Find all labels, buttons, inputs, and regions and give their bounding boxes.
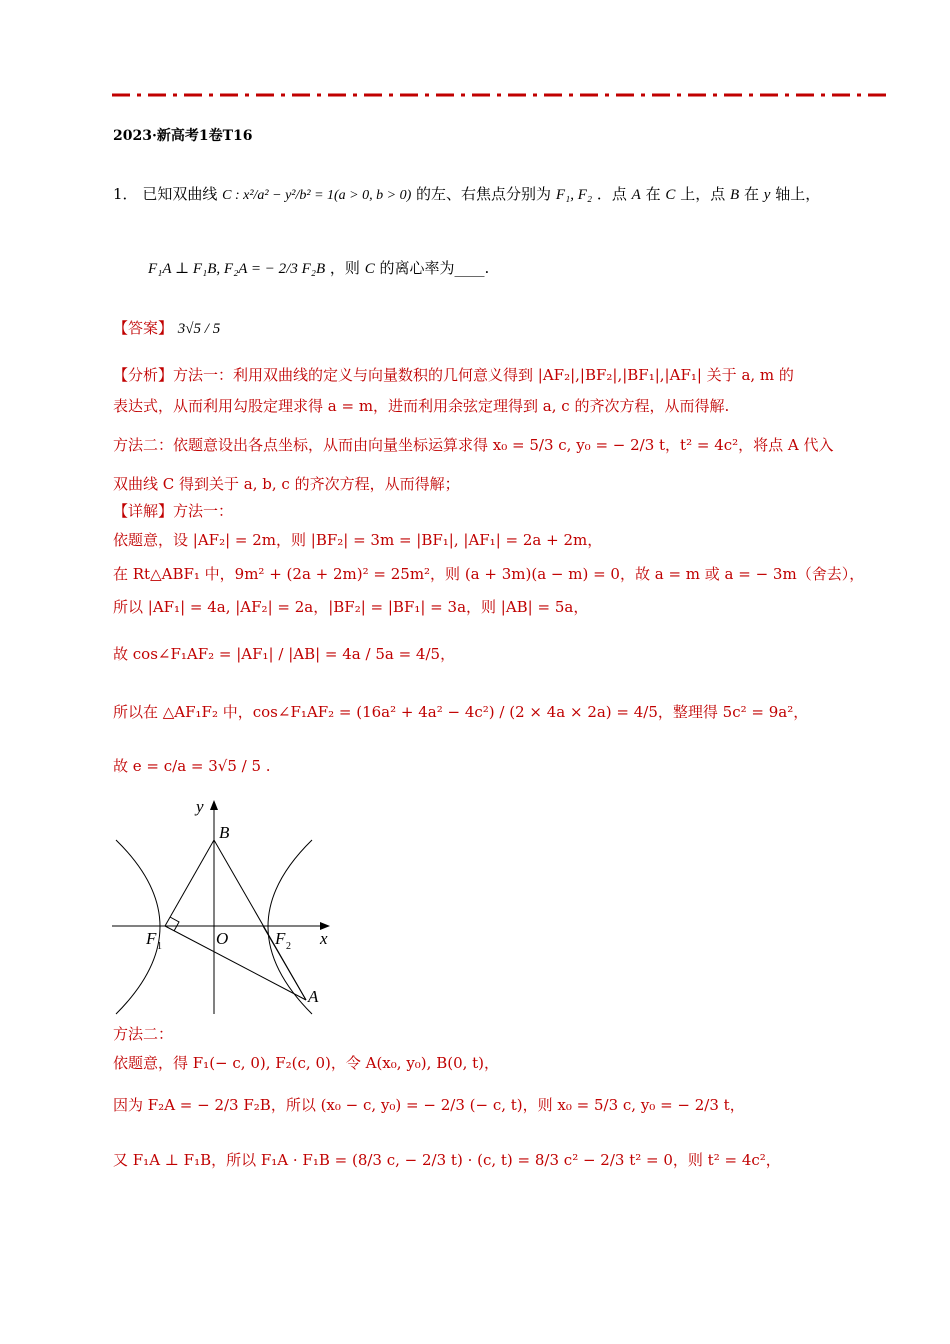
question-line-2: [148, 258, 489, 279]
analysis-line-2: 表达式，从而利用勾股定理求得 a = m，进而利用余弦定理得到 a, c 的齐次方程，从而得解.: [113, 397, 730, 415]
detail-line-3: 所以 |AF₁| = 4a, |AF₂| = 2a，|BF₂| = |BF₁| = 3a，则 |AB| = 5a，: [113, 598, 589, 616]
right-branch: [268, 840, 312, 1014]
detail-line-4: 故 cos∠F₁AF₂ = |AF₁| / |AB| = 4a / 5a = 4/5，: [113, 645, 456, 663]
detail-line-2: 在 Rt△ABF₁ 中，9m² + (2a + 2m)² = 25m²，则 (a + 3m)(a − m) = 0，故 a = m 或 a = − 3m（舍去），: [113, 565, 865, 583]
question-number: 1．: [113, 185, 138, 203]
label-f1: F: [146, 929, 157, 948]
analysis-text: 方法一：利用双曲线的定义与向量数积的几何意义得到 |AF₂|,|BF₂|,|BF₁|,|AF₁| 关于 a, m 的: [173, 366, 794, 384]
label-x: x: [320, 929, 328, 948]
question-text: 在: [645, 185, 661, 203]
segment-f1b: [165, 840, 214, 926]
question-text: ，则: [329, 259, 360, 277]
label-f2-sub: 2: [286, 941, 291, 952]
detail-label: 【详解】: [113, 502, 174, 520]
detail-line-5: 所以在 △AF₁F₂ 中，cos∠F₁AF₂ = (16a² + 4a² − 4c²) / (2 × 4a × 2a) = 4/5，整理得 5c² = 9a²，: [113, 703, 809, 721]
analysis-line-4: 双曲线 C 得到关于 a, b, c 的齐次方程，从而得解；: [113, 475, 460, 493]
question-text: 的左、右焦点分别为: [416, 185, 552, 203]
detail-line-1: 依题意，设 |AF₂| = 2m，则 |BF₂| = 3m = |BF₁|, |AF₁| = 2a + 2m，: [113, 531, 603, 549]
label-b: B: [219, 823, 230, 842]
hyperbola-figure: [108, 792, 338, 1020]
curve-c-symbol: C: [364, 261, 375, 277]
label-y: y: [196, 797, 204, 816]
analysis-line-3: 方法二：依题意设出各点坐标，从而由向量坐标运算求得 x₀ = 5/3 c, y₀ = − 2/3 t，t² = 4c²，将点 A 代入: [113, 436, 834, 454]
method2-line-2: 因为 F₂A = − 2/3 F₂B，所以 (x₀ − c, y₀) = − 2/3 (− c, t)，则 x₀ = 5/3 c, y₀ = − 2/3 t，: [113, 1096, 745, 1114]
answer-label: 【答案】: [113, 319, 174, 337]
method2-line-1: 依题意，得 F₁(− c, 0), F₂(c, 0)，令 A(x₀, y₀), B(0, t)，: [113, 1054, 500, 1072]
curve-c-symbol: C: [665, 187, 676, 203]
question-text: 上，点: [680, 185, 726, 203]
left-branch: [116, 840, 160, 1014]
page-title: 2023·新高考1卷T16: [113, 128, 253, 144]
method2-title: 方法二：: [113, 1025, 174, 1043]
y-axis-symbol: y: [763, 187, 771, 203]
analysis-label: 【分析】: [113, 366, 174, 384]
detail-line-6: 故 e = c/a = 3√5 / 5 .: [113, 757, 271, 775]
method1-label: 方法一：: [173, 502, 234, 520]
question-line-1: [113, 184, 820, 206]
point-a-symbol: A: [631, 187, 641, 203]
header-rule: [110, 90, 890, 100]
hyperbola-equation: C : x²/a² − y²/b² = 1(a > 0, b > 0): [222, 188, 412, 203]
question-text: ．点: [596, 185, 627, 203]
y-axis-arrow-icon: [210, 800, 218, 810]
question-text: 轴上，: [775, 185, 821, 203]
question-text: 在: [743, 185, 759, 203]
method2-line-3: 又 F₁A ⊥ F₁B，所以 F₁A · F₁B = (8/3 c, − 2/3 t) · (c, t) = 8/3 c² − 2/3 t² = 0，则 t² = 4c²，: [113, 1151, 781, 1169]
answer-line: [113, 318, 220, 339]
question-text: 的离心率为____.: [379, 259, 490, 277]
detail-heading: [113, 501, 233, 521]
condition-formula: F₁A ⊥ F₁B, F₂A = − 2/3 F₂B: [148, 261, 326, 277]
label-f1-sub: 1: [157, 941, 162, 952]
question-text: 已知双曲线: [142, 185, 218, 203]
analysis-line-1: [113, 365, 794, 385]
label-a: A: [308, 987, 319, 1006]
label-o: O: [216, 929, 229, 948]
label-f2: F: [275, 929, 286, 948]
foci-symbols: F₁, F₂: [555, 187, 593, 203]
point-b-symbol: B: [730, 187, 740, 203]
answer-value: 3√5 / 5: [177, 321, 221, 337]
